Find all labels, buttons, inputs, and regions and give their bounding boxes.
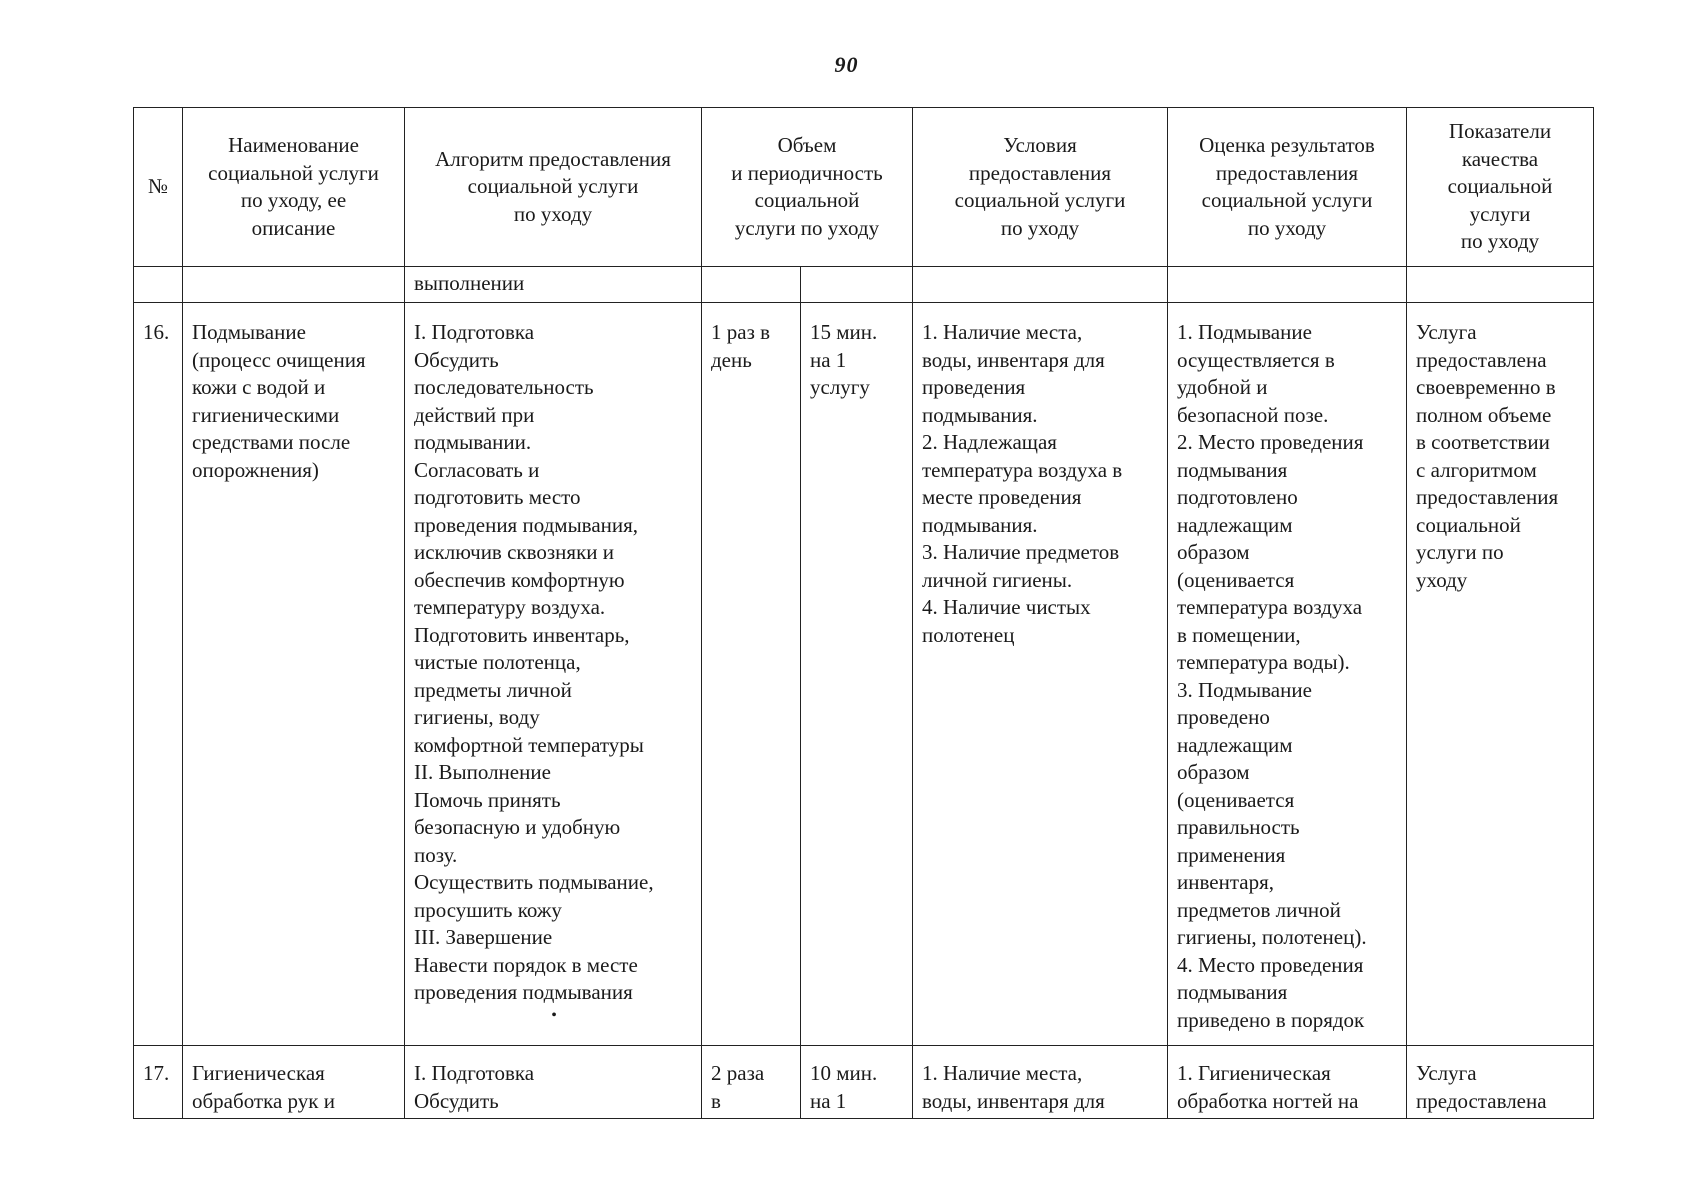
cont-algorithm: выполнении	[405, 267, 702, 303]
table-row	[134, 1046, 1594, 1119]
row-evaluation: 1. Подмывание осуществляется в удобной и безопасной позе. 2. Место проведения подмывания подготовлено надлежащим образом (оценивается температура воздуха в помещении, температура воды). 3. Подмывание проведено надлежащим образом (оценивается правильность применения инвентаря, предметов личной гигиены, полотенец). 4. Место проведения подмывания приведено в порядок	[1168, 303, 1407, 1046]
cont-evaluation	[1168, 267, 1407, 303]
table-row-continuation	[134, 267, 1594, 303]
cont-volume	[801, 267, 913, 303]
row-volume: 10 мин. на 1	[801, 1046, 913, 1119]
header-name: Наименование социальной услуги по уходу, ее описание	[183, 108, 405, 267]
row-evaluation: 1. Гигиеническая обработка ногтей на	[1168, 1046, 1407, 1119]
row-conditions: 1. Наличие места, воды, инвентаря для проведения подмывания. 2. Надлежащая температура воздуха в месте проведения подмывания. 3. Наличие предметов личной гигиены. 4. Наличие чистых полотенец	[913, 303, 1168, 1046]
row-volume: 15 мин. на 1 услугу	[801, 303, 913, 1046]
header-num: №	[134, 108, 183, 267]
dot-mark: •	[551, 1006, 557, 1024]
row-num: 16.	[134, 303, 183, 1046]
header-algorithm: Алгоритм предоставления социальной услуги по уходу	[405, 108, 702, 267]
row-algorithm: I. Подготовка Обсудить последовательность действий при подмывании. Согласовать и подготовить место проведения подмывания, исключив сквозняки и обеспечив комфортную температуру воздуха. Подготовить инвентарь, чистые полотенца, предметы личной гигиены, воду комфортной температуры II. Выполнение Помочь принять безопасную и удобную позу. Осуществить подмывание, просушить кожу III. Завершение Навести порядок в месте проведения подмывания •	[405, 303, 702, 1046]
cont-periodicity	[702, 267, 801, 303]
row-quality: Услуга предоставлена своевременно в полном объеме в соответствии с алгоритмом предоставления социальной услуги по уходу	[1407, 303, 1594, 1046]
header-conditions: Условия предоставления социальной услуги по уходу	[913, 108, 1168, 267]
cont-num	[134, 267, 183, 303]
row-periodicity: 1 раз в день	[702, 303, 801, 1046]
row-name: Подмывание (процесс очищения кожи с водой и гигиеническими средствами после опорожнения)	[183, 303, 405, 1046]
cont-conditions	[913, 267, 1168, 303]
page-number: 90	[834, 52, 859, 77]
row-name: Гигиеническая обработка рук и	[183, 1046, 405, 1119]
table-header-row	[134, 108, 1594, 267]
row-periodicity: 2 раза в	[702, 1046, 801, 1119]
row-conditions: 1. Наличие места, воды, инвентаря для	[913, 1046, 1168, 1119]
row-algorithm: I. Подготовка Обсудить	[405, 1046, 702, 1119]
row-num: 17.	[134, 1046, 183, 1119]
row-quality: Услуга предоставлена	[1407, 1046, 1594, 1119]
cont-name	[183, 267, 405, 303]
services-table	[133, 107, 1594, 1119]
header-evaluation: Оценка результатов предоставления социальной услуги по уходу	[1168, 108, 1407, 267]
header-quality: Показатели качества социальной услуги по уходу	[1407, 108, 1594, 267]
header-volume: Объем и периодичность социальной услуги по уходу	[702, 108, 913, 267]
cont-quality	[1407, 267, 1594, 303]
table-row	[134, 303, 1594, 1046]
